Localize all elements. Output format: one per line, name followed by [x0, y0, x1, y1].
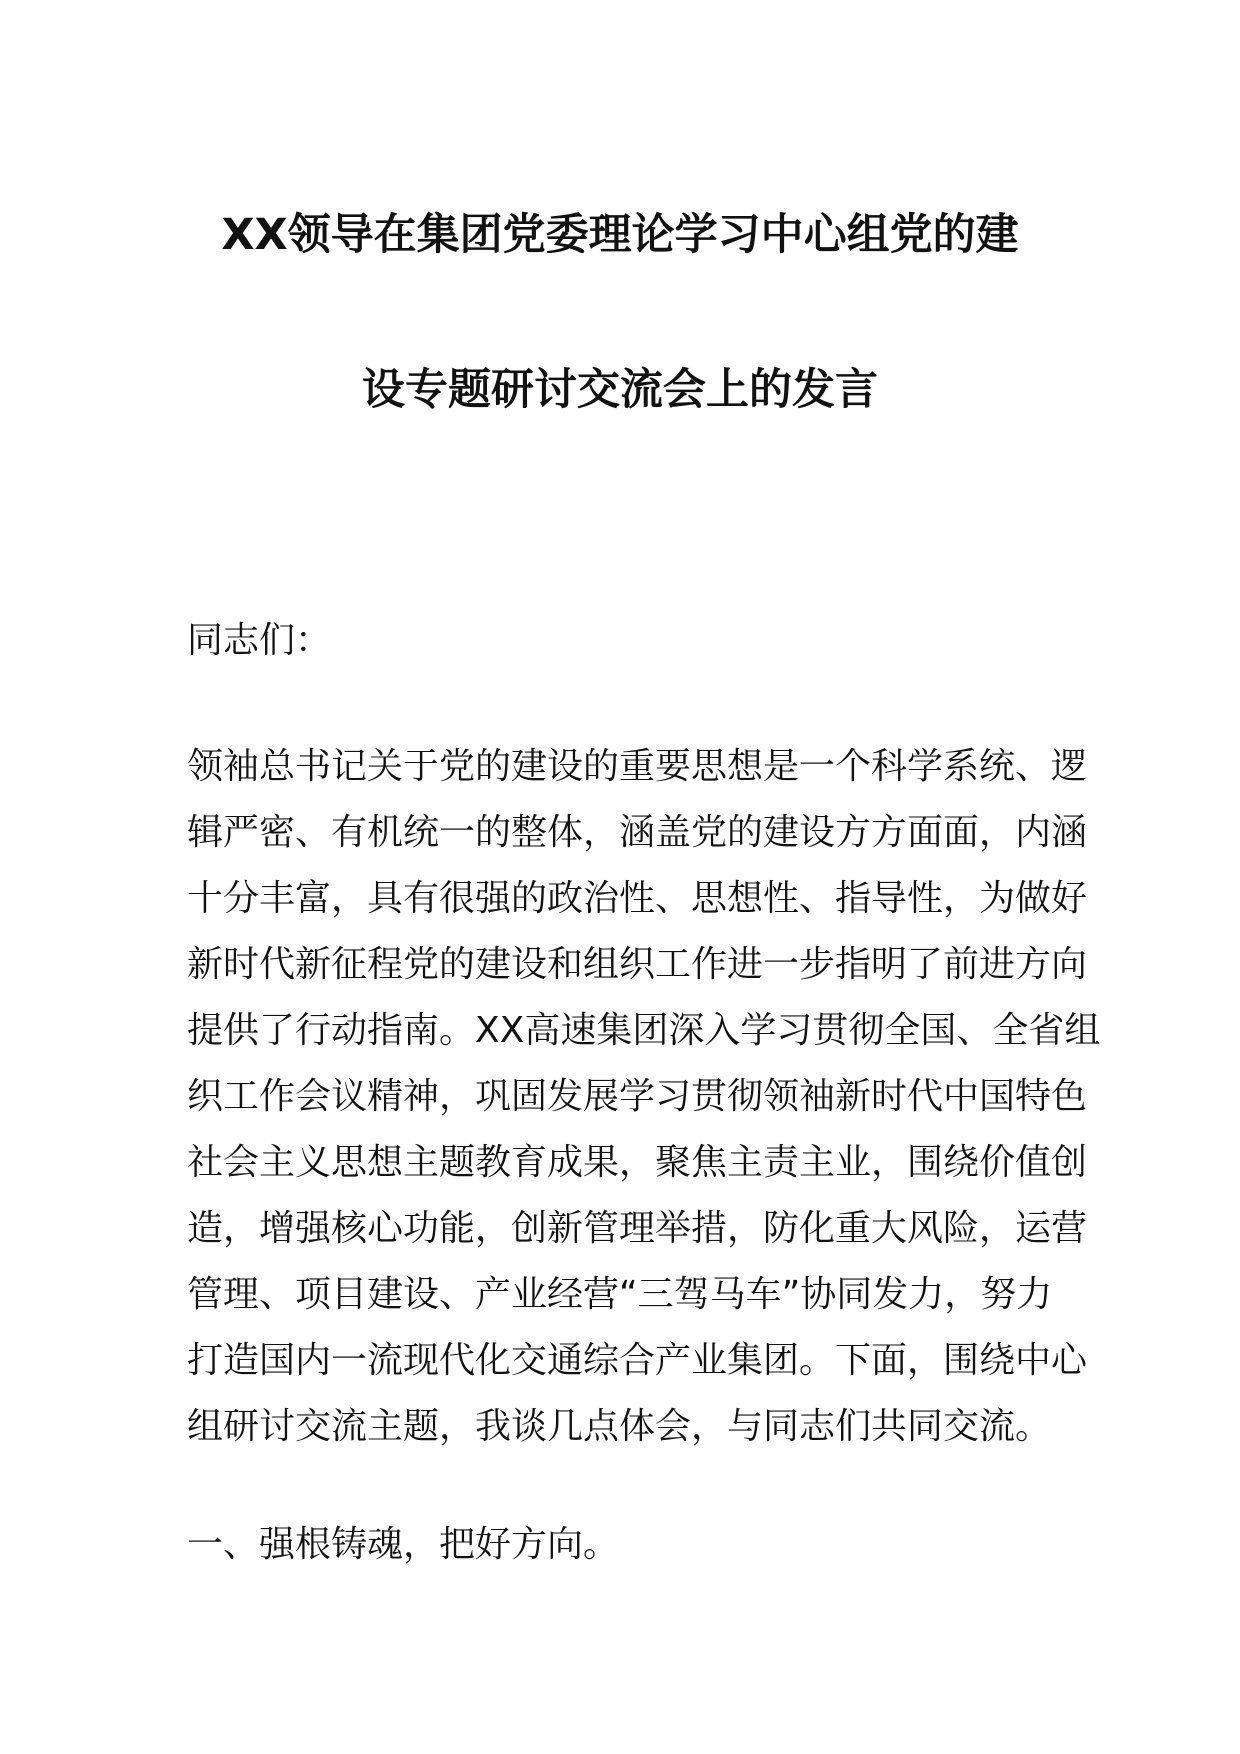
paragraph-line: 辑严密、有机统一的整体，涵盖党的建设方方面面，内涵 [187, 812, 1088, 853]
salutation: 同志们： [187, 620, 332, 661]
paragraph-line: 领袖总书记关于党的建设的重要思想是一个科学系统、逻 [187, 746, 1088, 787]
paragraph-line: 新时代新征程党的建设和组织工作进一步指明了前进方向 [187, 944, 1088, 985]
document-title-line-2: 设专题研讨交流会上的发言 [362, 365, 878, 415]
paragraph-line: 造，增强核心功能，创新管理举措，防化重大风险，运营 [187, 1208, 1088, 1249]
paragraph-line: 打造国内一流现代化交通综合产业集团。下面，围绕中心 [187, 1340, 1088, 1381]
body-paragraph [187, 734, 1101, 1460]
paragraph-line: 十分丰富，具有很强的政治性、思想性、指导性，为做好 [187, 878, 1088, 919]
paragraph-line: 织工作会议精神，巩固发展学习贯彻领袖新时代中国特色 [187, 1076, 1088, 1117]
paragraph-line: 管理、项目建设、产业经营“三驾马车”协同发力，努力 [187, 1274, 1053, 1315]
document-title-line-1: XX领导在集团党委理论学习中心组党的建 [221, 210, 1019, 260]
section-heading: 一、强根铸魂，把好方向。 [187, 1524, 620, 1565]
paragraph-line: 社会主义思想主题教育成果，聚焦主责主业，围绕价值创 [187, 1142, 1088, 1183]
paragraph-line: 提供了行动指南。XX高速集团深入学习贯彻全国、全省组 [187, 1010, 1101, 1051]
paragraph-line: 组研讨交流主题，我谈几点体会，与同志们共同交流。 [187, 1406, 1052, 1447]
